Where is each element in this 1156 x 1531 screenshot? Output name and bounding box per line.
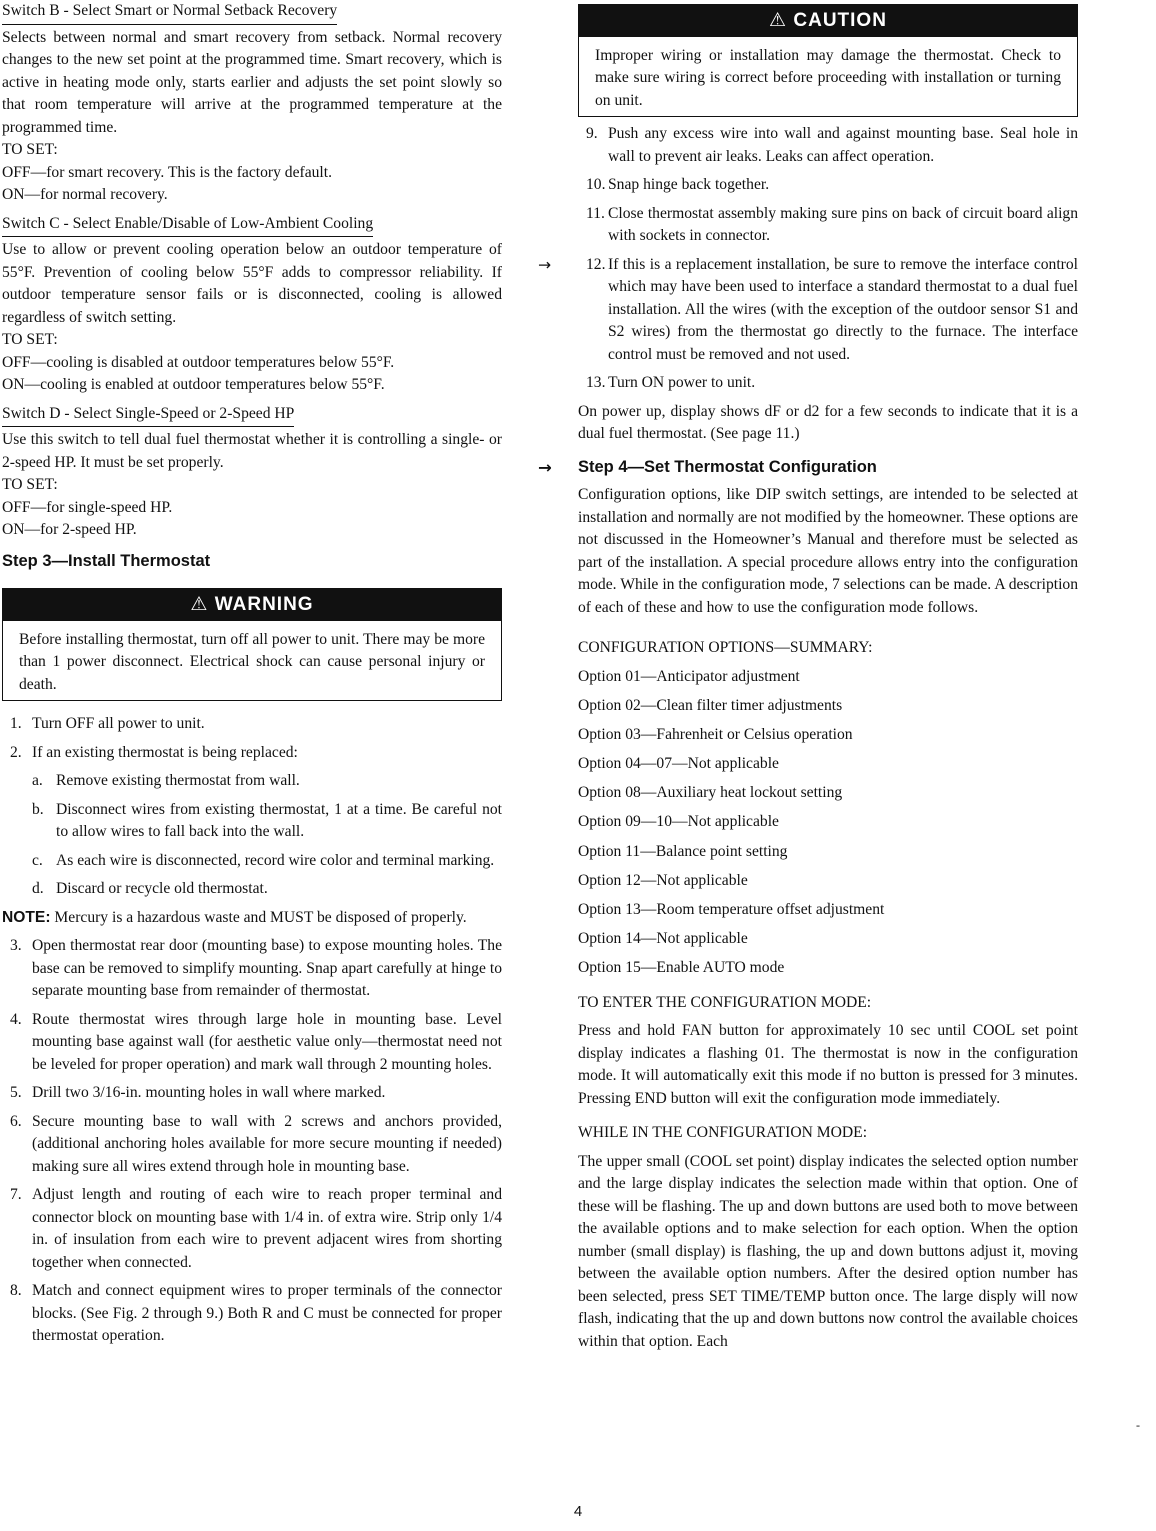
list-item: Option 12—Not applicable — [578, 871, 748, 889]
note-text: Mercury is a hazardous waste and MUST be disposed of properly. — [54, 908, 467, 926]
list-item: Option 14—Not applicable — [578, 930, 748, 948]
list-item: Option 01—Anticipator adjustment — [578, 667, 800, 685]
warning-box — [2, 588, 502, 701]
warning-label: WARNING — [214, 594, 314, 615]
switch-d-section — [2, 403, 502, 542]
change-arrow-icon: → — [538, 457, 552, 477]
mercury-note — [2, 907, 502, 930]
caution-box — [578, 4, 1078, 117]
install-steps-list-c — [538, 123, 1078, 395]
step-3-title: Step 3—Install Thermostat — [2, 551, 211, 570]
config-intro: Configuration options, like DIP switch settings, are intended to be selected at installation and normally are not modified by the homeowner. These options are not discussed in the Homeowner’s Manual and therefore must be selected as part of the installation. A special procedure allows entry into the configuration mode. While in the configuration mode, 7 selections can be made. A description of each of these and how to use the configuration mode follows. — [578, 486, 1078, 616]
change-arrow-icon: → — [538, 255, 552, 274]
list-item: 7. Adjust length and routing of each wire to reach proper terminal and connector block on mounting base with 1/4 in. of extra wire. Strip only 1/4 in. of insulation from each wire to prevent adjacent wires from shorting together when connected. — [10, 1186, 502, 1271]
list-item: 10. Snap hinge back together. — [586, 176, 770, 193]
list-item: Option 03—Fahrenheit or Celsius operation — [578, 725, 853, 743]
options-list — [578, 666, 1078, 980]
switch-d-on: ON—for 2-speed HP. — [2, 521, 137, 538]
list-item: c. As each wire is disconnected, record wire color and terminal marking. — [32, 851, 495, 869]
caution-icon: ⚠ — [769, 10, 788, 31]
list-item: 4. Route thermostat wires through large hole in mounting base. Level mounting base against wall (for aesthetic value only—thermostat need not be leveled for proper operation) and mark wall through 2 mounting holes. — [10, 1010, 502, 1073]
step-4-title: → Step 4—Set Thermostat Configuration — [578, 456, 1078, 479]
while-mode-text: The upper small (COOL set point) display indicates the selected option number and the large display indicates the selection made within that option. One of these will be flashing. The up and down buttons are used both to move between the available options and to make selection for each option. When the option number (small display) is flashing, the up and down buttons adjust it, moving between the available option numbers. After the desired option number has been selected, press SET TIME/TEMP button once. The large disply will now flash, indicating that the up and down buttons now control the available choices within that option. Each — [578, 1152, 1078, 1350]
list-item: Option 09—10—Not applicable — [578, 813, 779, 831]
left-column — [2, 0, 502, 1354]
substeps-list — [32, 770, 502, 901]
list-item: 2. If an existing thermostat is being replaced: a. Remove existing thermostat from wall. b. Disconnect wires from existing thermostat, 1 at a time. Be careful not to allow wires to fall back into the wall. c. As each wire is disconnected, record wire color and terminal marking. d. Discard or recycle old thermostat. — [2, 742, 502, 901]
switch-b-on: ON—for normal recovery. — [2, 186, 168, 203]
switch-d-to-set: TO SET: — [2, 476, 58, 493]
switch-c-body: Use to allow or prevent cooling operation below an outdoor temperature of 55°F. Prevention of cooling below 55°F adds to compressor reliability. If outdoor temperature sensor fails or is disconnected, cooling is allowed regardless of switch setting. — [2, 241, 502, 326]
switch-b-body: Selects between normal and smart recovery from setback. Normal recovery changes to the new set point at the programmed time. Smart recovery, which is active in heating mode only, starts earlier and adjusts the set point slowly so that room temperature will arrive at the programmed temperature at the programmed time. — [2, 28, 502, 136]
switch-c-to-set: TO SET: — [2, 331, 58, 348]
note-label: NOTE: — [2, 908, 51, 926]
enter-mode-title: TO ENTER THE CONFIGURATION MODE: — [578, 993, 872, 1011]
switch-b-to-set: TO SET: — [2, 141, 58, 158]
list-item: Option 08—Auxiliary heat lockout setting — [578, 784, 843, 802]
list-item: Option 13—Room temperature offset adjustment — [578, 901, 885, 918]
list-item: Option 15—Enable AUTO mode — [578, 959, 785, 977]
enter-mode-text: Press and hold FAN button for approximately 10 sec until COOL set point display indicates a flashing 01. The thermostat is now in the configuration mode. It will automatically exit this mode if no button is pressed for 3 minutes. Pressing END button will exit the configuration mode immediately. — [578, 1022, 1078, 1107]
caution-text: Improper wiring or installation may damage the thermostat. Check to make sure wiring is correct before proceeding with installation or turning on unit. — [595, 46, 1061, 109]
caution-label: CAUTION — [793, 10, 887, 31]
list-item: b. Disconnect wires from existing thermostat, 1 at a time. Be careful not to allow wires to fall back into the wall. — [32, 800, 502, 840]
switch-d-off: OFF—for single-speed HP. — [2, 498, 173, 516]
margin-mark: - — [1136, 1418, 1140, 1432]
warning-icon: ⚠ — [190, 594, 209, 615]
switch-d-title: Switch D - Select Single-Speed or 2-Speed HP — [2, 403, 294, 428]
list-item: 9. Push any excess wire into wall and against mounting base. Seal hole in wall to prevent air leaks. Leaks can affect operation. — [586, 125, 1078, 165]
list-item: Option 02—Clean filter timer adjustments — [578, 696, 843, 714]
switch-c-section — [2, 213, 502, 397]
list-item: Option 04—07—Not applicable — [578, 755, 779, 773]
switch-c-title: Switch C - Select Enable/Disable of Low-Ambient Cooling — [2, 213, 373, 238]
switch-c-off: OFF—cooling is disabled at outdoor temperatures below 55°F. — [2, 353, 395, 371]
summary-title: CONFIGURATION OPTIONS—SUMMARY: — [578, 639, 873, 656]
caution-header — [579, 5, 1077, 37]
warning-text: Before installing thermostat, turn off all power to unit. There may be more than 1 power disconnect. Electrical shock can cause personal injury or death. — [19, 630, 485, 693]
while-mode-title: WHILE IN THE CONFIGURATION MODE: — [578, 1124, 868, 1142]
switch-b-section — [2, 0, 502, 207]
list-item: a. Remove existing thermostat from wall. — [32, 772, 300, 789]
power-up-text: On power up, display shows dF or d2 for a few seconds to indicate that it is a dual fuel thermostat. (See page 11.) — [578, 402, 1078, 442]
switch-d-body: Use this switch to tell dual fuel thermostat whether it is controlling a single- or 2-speed HP. It must be set properly. — [2, 431, 502, 471]
list-item: 1. Turn OFF all power to unit. — [10, 715, 205, 732]
list-item: 8. Match and connect equipment wires to proper terminals of the connector blocks. (See Fig. 2 through 9.) Both R and C must be connected for proper thermostat operation. — [10, 1282, 502, 1344]
list-item: 13. Turn ON power to unit. — [586, 374, 756, 391]
list-item: → 12. If this is a replacement installation, be sure to remove the interface control which may have been used to interface a standard thermostat to a dual fuel installation. All the wires (with the exception of the outdoor sensor S1 and S2 wires) from the thermostat go directly to the furnace. The interface control must be removed and not used. — [538, 255, 1078, 363]
switch-b-title: Switch B - Select Smart or Normal Setback Recovery — [2, 0, 337, 25]
list-item: 6. Secure mounting base to wall with 2 screws and anchors provided, (additional anchoring holes available for more secure mounting if needed) making sure all wires extend through hole in mounting base. — [10, 1112, 502, 1175]
page-number: 4 — [573, 1503, 583, 1520]
list-item: 11. Close thermostat assembly making sure pins on back of circuit board align with sockets in connector. — [586, 204, 1078, 244]
list-item: 5. Drill two 3/16-in. mounting holes in wall where marked. — [10, 1084, 386, 1101]
warning-header — [3, 589, 501, 621]
switch-b-off: OFF—for smart recovery. This is the factory default. — [2, 163, 332, 181]
install-steps-list-a — [2, 713, 502, 901]
list-item: 3. Open thermostat rear door (mounting base) to expose mounting holes. The base can be removed to simplify mounting. Snap apart carefully at hinge to separate mounting base from remainder of thermostat. — [10, 937, 502, 999]
install-steps-list-b — [2, 935, 502, 1348]
list-item: d. Discard or recycle old thermostat. — [32, 880, 268, 897]
switch-c-on: ON—cooling is enabled at outdoor temperatures below 55°F. — [2, 376, 385, 393]
list-item: Option 11—Balance point setting — [578, 842, 788, 860]
right-column — [538, 0, 1078, 1353]
